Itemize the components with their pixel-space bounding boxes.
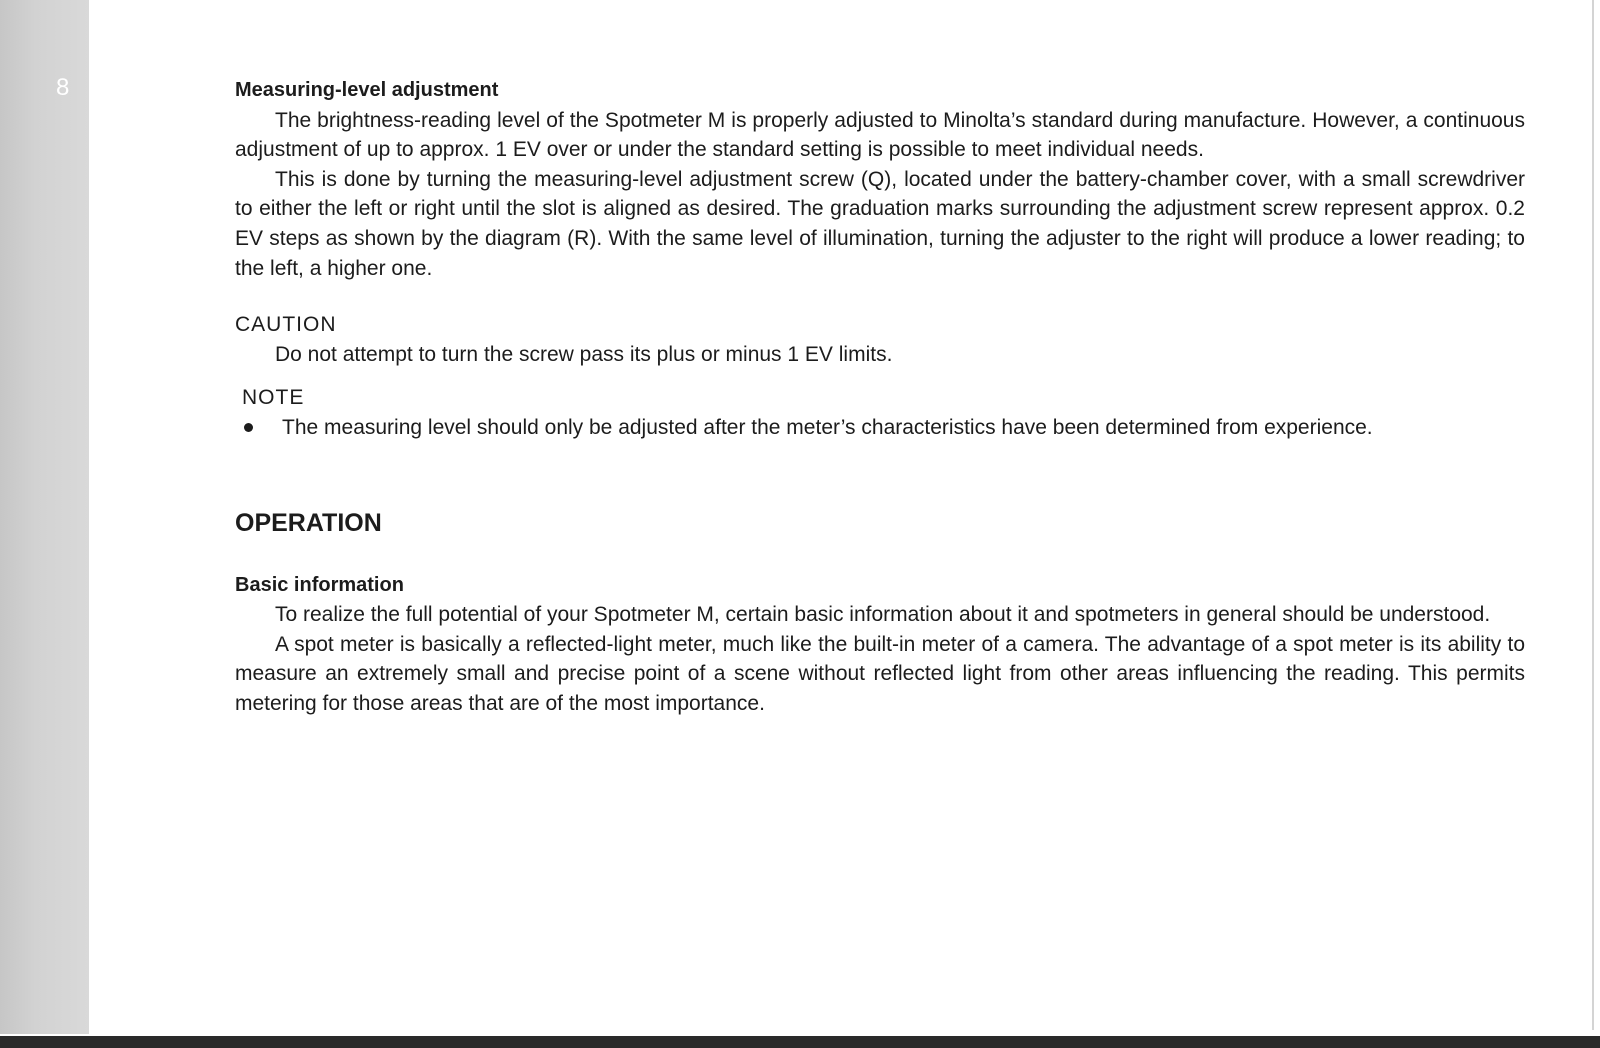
note-label: NOTE: [242, 386, 305, 410]
page-content: [235, 76, 1525, 719]
measuring-level-section: [235, 76, 1525, 283]
page-margin-strip: [0, 0, 89, 1034]
basic-information-paragraph-2: A spot meter is basically a reflected-light meter, much like the built-in meter of a camera. The advantage of a spot meter is its ability to measure an extremely small and precise point of a scene without reflected light from other areas influencing the reading. This permits metering for those areas that are of the most importance.: [235, 632, 1525, 715]
page-bottom-edge: [0, 1036, 1600, 1048]
operation-section-title: OPERATION: [235, 508, 382, 537]
note-bullet-text: The measuring level should only be adjusted after the meter’s characteristics have been determined from experience.: [282, 415, 1373, 439]
measuring-level-paragraph-2: This is done by turning the measuring-level adjustment screw (Q), located under the battery-chamber cover, with a small screwdriver to either the left or right until the slot is aligned as desired. The graduation marks surrounding the adjustment screw represent approx. 0.2 EV steps as shown by the diagram (R). With the same level of illumination, turning the adjuster to the right will produce a lower reading; to the left, a higher one.: [235, 167, 1525, 280]
page-right-edge: [1592, 0, 1594, 1030]
note-section: [235, 383, 1525, 442]
page-number: 8: [56, 74, 70, 101]
caution-section: [235, 310, 1525, 369]
basic-information-section: [235, 571, 1525, 719]
basic-information-paragraph-1: To realize the full potential of your Spotmeter M, certain basic information about it and spotmeters in general should be understood.: [275, 603, 1491, 627]
caution-text: Do not attempt to turn the screw pass its plus or minus 1 EV limits.: [275, 342, 893, 366]
bullet-dot-icon: [244, 423, 253, 432]
basic-information-heading: Basic information: [235, 573, 404, 596]
caution-label: CAUTION: [235, 313, 337, 337]
note-bullet-item: [235, 413, 1525, 443]
measuring-level-heading: Measuring-level adjustment: [235, 79, 499, 101]
measuring-level-paragraph-1: The brightness-reading level of the Spotmeter M is properly adjusted to Minolta’s standard during manufacture. However, a continuous adjustment of up to approx. 1 EV over or under the standard setting is possible to meet individual needs.: [235, 108, 1525, 162]
